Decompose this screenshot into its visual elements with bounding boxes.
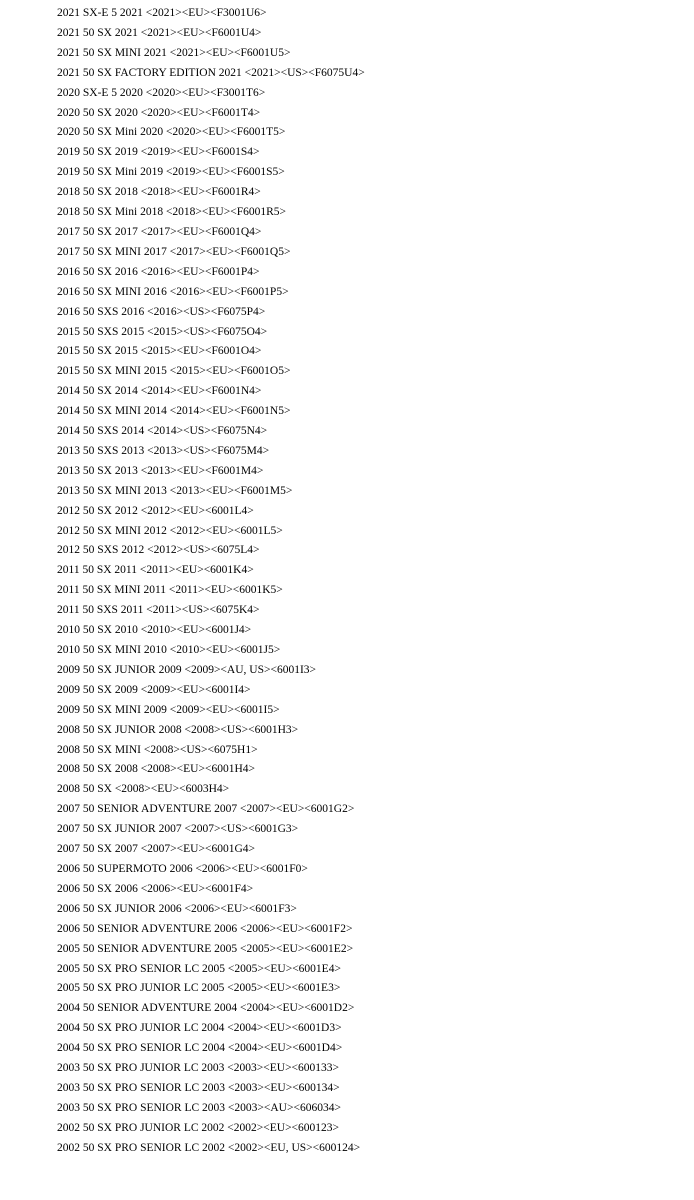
model-entry: 2005 50 SX PRO JUNIOR LC 2005 <2005><EU><6001E3> <box>57 982 341 995</box>
model-entry: 2012 50 SX 2012 <2012><EU><6001L4> <box>57 504 254 517</box>
model-entry: 2008 50 SX MINI <2008><US><6075H1> <box>57 743 258 756</box>
model-entry: 2020 SX-E 5 2020 <2020><EU><F3001T6> <box>57 86 266 99</box>
model-entry: 2004 50 SX PRO JUNIOR LC 2004 <2004><EU><6001D3> <box>57 1022 342 1035</box>
model-entry: 2018 50 SX Mini 2018 <2018><EU><F6001R5> <box>57 206 287 219</box>
model-entry: 2021 50 SX MINI 2021 <2021><EU><F6001U5> <box>57 46 291 59</box>
model-entry: 2003 50 SX PRO SENIOR LC 2003 <2003><EU><600134> <box>57 1081 340 1094</box>
model-entry: 2016 50 SXS 2016 <2016><US><F6075P4> <box>57 305 266 318</box>
model-entry: 2005 50 SENIOR ADVENTURE 2005 <2005><EU><6001E2> <box>57 942 354 955</box>
model-entry: 2007 50 SENIOR ADVENTURE 2007 <2007><EU><6001G2> <box>57 803 355 816</box>
model-entry: 2004 50 SX PRO SENIOR LC 2004 <2004><EU><6001D4> <box>57 1042 343 1055</box>
model-entry: 2021 SX-E 5 2021 <2021><EU><F3001U6> <box>57 7 267 19</box>
model-entry: 2009 50 SX 2009 <2009><EU><6001I4> <box>57 683 251 696</box>
model-entry: 2019 50 SX Mini 2019 <2019><EU><F6001S5> <box>57 166 285 179</box>
model-entry: 2002 50 SX PRO JUNIOR LC 2002 <2002><EU><600123> <box>57 1121 340 1134</box>
model-entry: 2021 50 SX FACTORY EDITION 2021 <2021><US><F6075U4> <box>57 66 365 79</box>
model-entry: 2010 50 SX MINI 2010 <2010><EU><6001J5> <box>57 644 281 656</box>
model-entry: 2003 50 SX PRO JUNIOR LC 2003 <2003><EU><600133> <box>57 1062 340 1075</box>
model-entry: 2006 50 SX 2006 <2006><EU><6001F4> <box>57 882 254 895</box>
model-entry: 2014 50 SX 2014 <2014><EU><F6001N4> <box>57 385 262 398</box>
model-entry: 2011 50 SX MINI 2011 <2011><EU><6001K5> <box>57 584 283 597</box>
model-entry: 2016 50 SX 2016 <2016><EU><F6001P4> <box>57 265 260 278</box>
model-entry: 2003 50 SX PRO SENIOR LC 2003 <2003><AU><606034> <box>57 1101 341 1114</box>
model-entry: 2020 50 SX 2020 <2020><EU><F6001T4> <box>57 106 261 119</box>
model-entry: 2020 50 SX Mini 2020 <2020><EU><F6001T5> <box>57 126 286 139</box>
model-entry: 2015 50 SX MINI 2015 <2015><EU><F6001O5> <box>57 365 291 378</box>
model-entry: 2013 50 SXS 2013 <2013><US><F6075M4> <box>57 444 270 457</box>
model-entry: 2017 50 SX MINI 2017 <2017><EU><F6001Q5> <box>57 245 291 258</box>
model-entry: 2009 50 SX JUNIOR 2009 <2009><AU, US><6001I3> <box>57 663 317 676</box>
model-entry: 2012 50 SX MINI 2012 <2012><EU><6001L5> <box>57 524 283 537</box>
model-entry: 2009 50 SX MINI 2009 <2009><EU><6001I5> <box>57 703 280 716</box>
model-entry: 2015 50 SX 2015 <2015><EU><F6001O4> <box>57 345 262 358</box>
model-entry: 2006 50 SX JUNIOR 2006 <2006><EU><6001F3> <box>57 902 297 915</box>
model-entry: 2017 50 SX 2017 <2017><EU><F6001Q4> <box>57 225 262 238</box>
model-entry: 2019 50 SX 2019 <2019><EU><F6001S4> <box>57 146 260 159</box>
model-list <box>57 4 365 1159</box>
model-entry: 2011 50 SXS 2011 <2011><US><6075K4> <box>57 604 260 617</box>
model-entry: 2011 50 SX 2011 <2011><EU><6001K4> <box>57 564 254 577</box>
model-entry: 2002 50 SX PRO SENIOR LC 2002 <2002><EU, US><600124> <box>57 1141 361 1154</box>
model-entry: 2007 50 SX 2007 <2007><EU><6001G4> <box>57 843 255 856</box>
model-entry: 2006 50 SUPERMOTO 2006 <2006><EU><6001F0> <box>57 862 308 875</box>
model-entry: 2008 50 SX <2008><EU><6003H4> <box>57 783 230 796</box>
model-entry: 2006 50 SENIOR ADVENTURE 2006 <2006><EU><6001F2> <box>57 922 353 935</box>
model-entry: 2014 50 SXS 2014 <2014><US><F6075N4> <box>57 425 268 438</box>
model-entry: 2021 50 SX 2021 <2021><EU><F6001U4> <box>57 26 262 39</box>
model-entry: 2005 50 SX PRO SENIOR LC 2005 <2005><EU><6001E4> <box>57 962 341 975</box>
model-entry: 2013 50 SX 2013 <2013><EU><F6001M4> <box>57 464 264 477</box>
model-entry: 2013 50 SX MINI 2013 <2013><EU><F6001M5> <box>57 484 293 497</box>
model-entry: 2016 50 SX MINI 2016 <2016><EU><F6001P5> <box>57 285 289 298</box>
model-entry: 2010 50 SX 2010 <2010><EU><6001J4> <box>57 624 252 637</box>
model-entry: 2007 50 SX JUNIOR 2007 <2007><US><6001G3> <box>57 823 299 836</box>
model-entry: 2008 50 SX JUNIOR 2008 <2008><US><6001H3> <box>57 723 299 736</box>
model-entry: 2008 50 SX 2008 <2008><EU><6001H4> <box>57 763 255 776</box>
model-entry: 2015 50 SXS 2015 <2015><US><F6075O4> <box>57 325 268 338</box>
model-entry: 2004 50 SENIOR ADVENTURE 2004 <2004><EU><6001D2> <box>57 1002 355 1015</box>
model-entry: 2014 50 SX MINI 2014 <2014><EU><F6001N5> <box>57 405 291 418</box>
model-entry: 2018 50 SX 2018 <2018><EU><F6001R4> <box>57 186 261 199</box>
model-entry: 2012 50 SXS 2012 <2012><US><6075L4> <box>57 544 260 557</box>
